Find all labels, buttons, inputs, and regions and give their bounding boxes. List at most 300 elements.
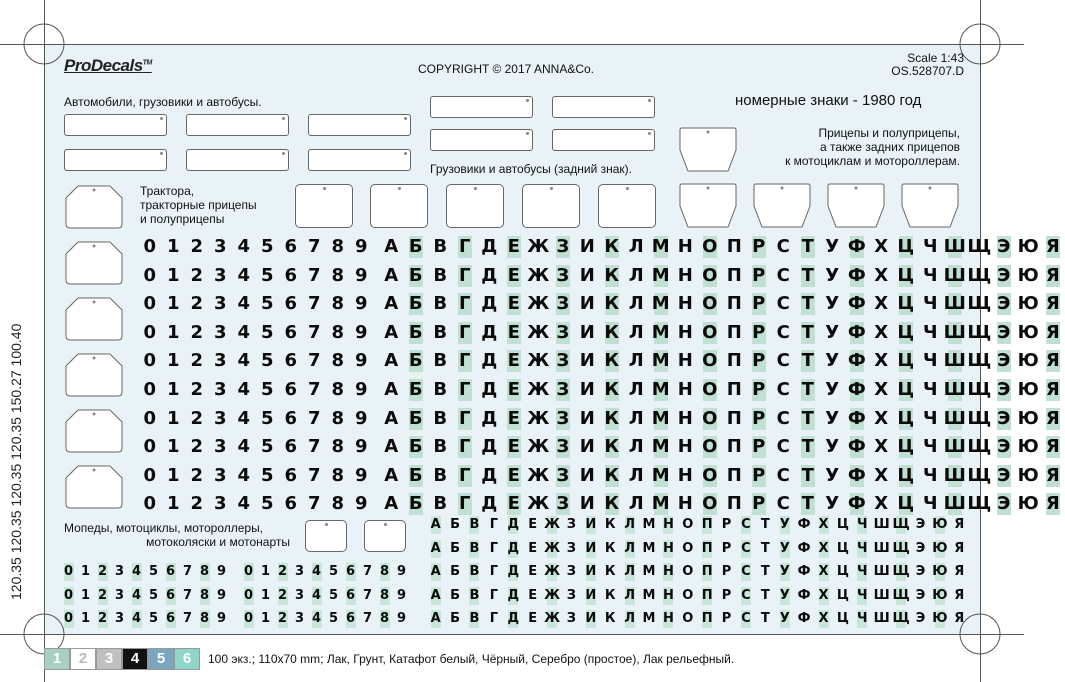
decal-glyph: Т xyxy=(796,436,821,458)
decal-glyph: Х xyxy=(874,407,889,429)
decal-glyph: 8 xyxy=(196,587,213,605)
decal-glyph: Ц xyxy=(836,587,849,603)
decal-glyph: 0 xyxy=(60,610,77,628)
decal-glyph: Т xyxy=(796,322,821,344)
decal-glyph: 0 xyxy=(143,321,157,343)
decal-glyph: 1 xyxy=(166,493,180,515)
decal-glyph: Н xyxy=(677,293,693,315)
decal-glyph: М xyxy=(642,564,656,579)
small-letter-row xyxy=(426,540,969,558)
decal-glyph: 0 xyxy=(143,350,157,372)
decal-glyph: Ж xyxy=(544,517,560,532)
glyph-row xyxy=(138,379,1065,401)
decal-glyph: С xyxy=(736,587,755,605)
decal-glyph: 2 xyxy=(190,407,204,429)
decal-glyph: Э xyxy=(992,408,1017,430)
decal-glyph: Р xyxy=(747,379,772,401)
decal-glyph: П xyxy=(726,493,742,515)
decal-glyph: 5 xyxy=(148,587,159,603)
decal-glyph: Щ xyxy=(967,321,992,343)
decal-glyph: В xyxy=(433,264,448,286)
decal-glyph: Н xyxy=(677,464,693,486)
decal-glyph: 3 xyxy=(213,264,227,286)
decal-glyph: И xyxy=(579,464,595,486)
decal-glyph: А xyxy=(384,293,399,315)
decal-glyph: Ц xyxy=(894,293,919,315)
decal-glyph: Р xyxy=(747,436,772,458)
decal-glyph: С xyxy=(736,610,755,628)
decal-glyph: Э xyxy=(915,587,926,603)
truck-plate xyxy=(552,129,655,151)
decal-glyph: Ф xyxy=(845,465,870,487)
decal-glyph: 0 xyxy=(240,610,257,628)
decal-glyph: У xyxy=(825,350,840,372)
decal-glyph: М xyxy=(649,265,674,287)
truck-rear-plate xyxy=(522,184,580,228)
decal-glyph: Э xyxy=(915,517,926,532)
decal-glyph: Э xyxy=(992,236,1017,258)
decal-glyph: 2 xyxy=(94,610,111,628)
trailers-line-3: к мотоциклам и мотороллерам. xyxy=(785,154,960,168)
decal-glyph: П xyxy=(697,563,716,581)
mopeds-label xyxy=(64,521,290,549)
decal-glyph: М xyxy=(649,322,674,344)
decal-glyph: Х xyxy=(814,563,833,581)
decal-glyph: Х xyxy=(814,540,833,558)
decal-glyph: 3 xyxy=(213,236,227,257)
decal-glyph: У xyxy=(775,587,794,605)
decal-glyph: Н xyxy=(677,236,693,257)
decal-glyph: Ч xyxy=(922,493,938,515)
decal-glyph: Ж xyxy=(527,379,550,400)
decal-glyph: 5 xyxy=(260,379,274,400)
decal-glyph: Г xyxy=(453,493,478,515)
decal-glyph: Щ xyxy=(967,293,992,315)
decal-glyph: Б xyxy=(450,564,461,579)
decal-glyph: Ф xyxy=(845,293,870,315)
decal-glyph: А xyxy=(384,264,399,286)
decal-glyph: 3 xyxy=(213,350,227,372)
decal-glyph: 9 xyxy=(354,293,368,315)
decal-glyph: Д xyxy=(481,407,498,429)
decal-glyph: 0 xyxy=(143,379,157,400)
decal-glyph: Н xyxy=(677,436,693,458)
glyph-row xyxy=(138,350,1065,372)
decal-glyph: Л xyxy=(628,407,644,429)
decal-glyph: Х xyxy=(874,264,889,286)
decal-glyph: 4 xyxy=(237,321,251,343)
decal-glyph: И xyxy=(579,236,595,257)
decal-glyph: Ф xyxy=(797,564,811,579)
color-swatch: 1 xyxy=(44,648,70,670)
decal-glyph: 1 xyxy=(166,293,180,315)
decal-glyph: Х xyxy=(814,516,833,534)
decal-glyph: Ч xyxy=(853,587,872,605)
decal-glyph: Е xyxy=(502,465,527,487)
decal-glyph: 2 xyxy=(94,563,111,581)
decal-glyph: Х xyxy=(874,379,889,400)
trailer-plate xyxy=(752,182,812,230)
decal-glyph: Б xyxy=(450,540,461,556)
decal-glyph: Р xyxy=(721,611,732,626)
decal-glyph: Р xyxy=(721,517,732,532)
decal-glyph: 6 xyxy=(342,610,359,628)
decal-glyph: 2 xyxy=(190,350,204,372)
decal-glyph: С xyxy=(776,436,790,458)
decal-glyph: Т xyxy=(760,564,770,579)
color-swatch: 6 xyxy=(174,648,200,670)
cars-label: Автомобили, грузовики и автобусы. xyxy=(64,95,262,109)
decal-glyph: 9 xyxy=(396,564,407,579)
decal-glyph: М xyxy=(649,350,674,372)
decal-glyph: 2 xyxy=(190,264,204,286)
decal-glyph: В xyxy=(465,540,484,558)
decal-glyph: Ж xyxy=(527,236,550,257)
decal-glyph: Ш xyxy=(943,407,966,429)
decal-glyph: Е xyxy=(528,611,538,626)
decal-glyph: 6 xyxy=(162,563,179,581)
decal-glyph: Э xyxy=(992,379,1017,401)
decal-glyph: 2 xyxy=(190,493,204,515)
decal-glyph: С xyxy=(776,379,790,400)
decal-glyph: Я xyxy=(1041,493,1065,515)
decal-glyph: 7 xyxy=(307,293,321,315)
decal-glyph: Ш xyxy=(943,321,966,343)
decal-glyph: 2 xyxy=(274,610,291,628)
decal-glyph: В xyxy=(465,516,484,534)
decal-glyph: Б xyxy=(404,350,429,372)
decal-glyph: 6 xyxy=(284,464,298,486)
decal-glyph: Н xyxy=(677,321,693,343)
decal-glyph: Я xyxy=(954,564,965,579)
decal-glyph: З xyxy=(566,517,577,532)
decal-glyph: З xyxy=(566,540,577,556)
decal-glyph: Л xyxy=(628,350,644,372)
decal-glyph: Д xyxy=(481,321,498,343)
decal-glyph: Л xyxy=(628,436,644,458)
decal-glyph: У xyxy=(825,321,840,343)
decal-glyph: П xyxy=(726,464,742,486)
decal-glyph: Я xyxy=(1041,350,1065,372)
decal-glyph: Х xyxy=(874,436,889,458)
decal-glyph: С xyxy=(776,236,790,257)
decal-glyph: 9 xyxy=(216,564,227,579)
decal-glyph: 8 xyxy=(196,610,213,628)
decal-glyph: 1 xyxy=(166,264,180,286)
decal-glyph: Т xyxy=(760,611,770,626)
decal-glyph: 8 xyxy=(331,436,345,458)
decal-glyph: Ш xyxy=(943,493,966,515)
decal-glyph: У xyxy=(775,610,794,628)
decal-glyph: 4 xyxy=(237,293,251,315)
decal-glyph: Ц xyxy=(836,611,849,626)
decal-glyph: 4 xyxy=(237,350,251,372)
decal-glyph: Б xyxy=(450,517,461,532)
decal-glyph: Б xyxy=(404,465,429,487)
decal-glyph: Д xyxy=(504,563,523,581)
decal-glyph: У xyxy=(825,436,840,458)
decal-glyph: 2 xyxy=(190,236,204,257)
decal-glyph: К xyxy=(604,587,616,603)
small-digit-row xyxy=(60,610,230,628)
decal-glyph: Е xyxy=(502,408,527,430)
decal-glyph: Е xyxy=(502,293,527,315)
decal-glyph: И xyxy=(581,540,600,558)
decal-glyph: Р xyxy=(747,350,772,372)
decal-glyph: Т xyxy=(796,293,821,315)
decal-glyph: Ж xyxy=(527,293,550,315)
decal-glyph: И xyxy=(579,379,595,400)
decal-glyph: Ф xyxy=(845,265,870,287)
decal-glyph: А xyxy=(426,610,445,628)
decal-glyph: 8 xyxy=(331,407,345,429)
decal-glyph: С xyxy=(776,293,790,315)
tractor-plate xyxy=(64,184,124,230)
decal-glyph: Ф xyxy=(845,322,870,344)
decal-glyph: Ц xyxy=(836,517,849,532)
decal-glyph: Ч xyxy=(922,321,938,343)
tractor-plate xyxy=(64,240,124,286)
product-code: OS.528707.D xyxy=(891,64,964,78)
decal-glyph: Ж xyxy=(527,321,550,343)
decal-glyph: У xyxy=(825,379,840,400)
decal-glyph: 0 xyxy=(143,464,157,486)
decal-glyph: З xyxy=(566,564,577,579)
decal-glyph: Ш xyxy=(943,293,966,315)
decal-glyph: И xyxy=(579,407,595,429)
decal-glyph: Н xyxy=(677,493,693,515)
decal-glyph: А xyxy=(384,464,399,486)
small-digit-row xyxy=(240,610,410,628)
decal-glyph: А xyxy=(384,407,399,429)
decal-glyph: М xyxy=(642,540,656,556)
decal-glyph: О xyxy=(698,436,723,458)
decal-glyph: И xyxy=(581,610,600,628)
decal-glyph: Н xyxy=(677,350,693,372)
decal-glyph: Ш xyxy=(943,436,966,458)
decal-glyph: З xyxy=(551,436,576,458)
decal-glyph: 7 xyxy=(362,587,373,603)
decal-glyph: Я xyxy=(1041,293,1065,315)
decal-glyph: Е xyxy=(502,265,527,287)
tractor-plate xyxy=(64,408,124,454)
color-swatch: 2 xyxy=(70,648,96,670)
decal-glyph: И xyxy=(579,264,595,286)
decal-glyph: П xyxy=(726,350,742,372)
decal-glyph: 5 xyxy=(328,587,339,603)
decal-glyph: 5 xyxy=(328,611,339,626)
decal-glyph: В xyxy=(433,236,448,257)
decal-glyph: Я xyxy=(1041,436,1065,458)
decal-glyph: К xyxy=(600,322,625,344)
decal-glyph: Ю xyxy=(930,516,949,534)
decal-glyph: С xyxy=(776,350,790,372)
decal-glyph: Д xyxy=(504,610,523,628)
decal-glyph: 0 xyxy=(143,236,157,257)
decal-glyph: Б xyxy=(450,587,461,603)
decal-glyph: Ж xyxy=(527,464,550,486)
decal-glyph: 7 xyxy=(362,564,373,579)
decal-glyph: Т xyxy=(796,379,821,401)
trailers-label xyxy=(785,126,960,168)
decal-glyph: 7 xyxy=(307,493,321,515)
decal-glyph: 1 xyxy=(80,564,91,579)
decal-glyph: 2 xyxy=(274,587,291,605)
decal-glyph: Ч xyxy=(922,464,938,486)
truck-rear-plate xyxy=(598,184,656,228)
decal-glyph: П xyxy=(726,321,742,343)
decal-glyph: Л xyxy=(628,493,644,515)
decal-glyph: Н xyxy=(659,540,678,558)
decal-glyph: З xyxy=(551,379,576,401)
decal-glyph: 9 xyxy=(354,264,368,286)
decal-glyph: 5 xyxy=(328,564,339,579)
decal-glyph: 4 xyxy=(128,563,145,581)
decal-glyph: Т xyxy=(796,465,821,487)
decal-glyph: 7 xyxy=(362,611,373,626)
decal-glyph: 2 xyxy=(190,293,204,315)
decal-glyph: Г xyxy=(453,265,478,287)
decal-glyph: Ф xyxy=(845,408,870,430)
decal-glyph: 8 xyxy=(331,493,345,515)
decal-glyph: А xyxy=(384,436,399,458)
decal-glyph: Ф xyxy=(845,236,870,258)
decal-glyph: Т xyxy=(796,236,821,258)
decal-glyph: Ю xyxy=(930,610,949,628)
decal-glyph: 0 xyxy=(60,563,77,581)
small-letter-row xyxy=(426,563,969,581)
decal-glyph: 7 xyxy=(307,350,321,372)
decal-glyph: Ч xyxy=(853,610,872,628)
decal-glyph: Т xyxy=(796,493,821,515)
glyph-row xyxy=(138,265,1065,287)
decal-glyph: Я xyxy=(954,517,965,532)
decal-glyph: 6 xyxy=(284,236,298,257)
decal-glyph: 1 xyxy=(166,379,180,400)
decal-glyph: 9 xyxy=(354,236,368,257)
decal-glyph: Я xyxy=(1041,465,1065,487)
glyph-row xyxy=(138,493,1065,515)
decal-glyph: Ж xyxy=(544,564,560,579)
footer-note: 100 экз.; 110x70 mm; Лак, Грунт, Катафот белый, Чёрный, Серебро (простое), Лак рельефный. xyxy=(208,652,735,666)
small-digit-row xyxy=(240,587,410,605)
decal-glyph: 4 xyxy=(237,436,251,458)
decal-glyph: Н xyxy=(659,563,678,581)
decal-glyph: 5 xyxy=(260,293,274,315)
decal-glyph: 4 xyxy=(237,236,251,257)
decal-glyph: Ш xyxy=(873,540,890,556)
decal-glyph: 9 xyxy=(354,493,368,515)
decal-glyph: 4 xyxy=(308,610,325,628)
decal-glyph: Ж xyxy=(527,264,550,286)
decal-glyph: Щ xyxy=(967,464,992,486)
decal-glyph: 0 xyxy=(240,563,257,581)
decal-glyph: Л xyxy=(620,587,639,605)
decal-glyph: З xyxy=(551,265,576,287)
decal-glyph: Ч xyxy=(922,436,938,458)
decal-glyph: В xyxy=(433,321,448,343)
decal-glyph: 2 xyxy=(190,464,204,486)
decal-glyph: О xyxy=(682,517,694,532)
decal-glyph: 4 xyxy=(237,407,251,429)
decal-glyph: Р xyxy=(721,587,732,603)
decal-glyph: Ц xyxy=(894,408,919,430)
decal-glyph: Н xyxy=(677,407,693,429)
decal-glyph: Ф xyxy=(797,540,811,556)
decal-glyph: 8 xyxy=(196,563,213,581)
decal-glyph: О xyxy=(698,379,723,401)
decal-glyph: 3 xyxy=(213,464,227,486)
decal-glyph: С xyxy=(776,493,790,515)
decal-glyph: Ю xyxy=(1017,379,1039,400)
decal-glyph: М xyxy=(642,611,656,626)
decal-glyph: Р xyxy=(747,293,772,315)
decal-glyph: А xyxy=(384,493,399,515)
trailer-plate xyxy=(900,182,960,230)
trailers-line-1: Прицепы и полуприцепы, xyxy=(818,126,960,140)
decal-glyph: Р xyxy=(721,564,732,579)
decal-glyph: Э xyxy=(992,465,1017,487)
decal-glyph: 9 xyxy=(354,464,368,486)
decal-glyph: Х xyxy=(874,236,889,257)
decal-glyph: 1 xyxy=(260,564,271,579)
decal-glyph: У xyxy=(825,264,840,286)
decal-glyph: О xyxy=(698,236,723,258)
decal-glyph: 3 xyxy=(213,407,227,429)
decal-glyph: Я xyxy=(954,587,965,603)
decal-glyph: М xyxy=(642,517,656,532)
decal-glyph: 1 xyxy=(80,587,91,603)
decal-glyph: В xyxy=(433,407,448,429)
decal-glyph: Ю xyxy=(1017,407,1039,429)
decal-glyph: 9 xyxy=(354,407,368,429)
decal-glyph: 2 xyxy=(190,436,204,458)
decal-glyph: Т xyxy=(760,540,770,556)
decal-glyph: 4 xyxy=(237,464,251,486)
prodecals-logo: ProDecals™ xyxy=(64,56,152,75)
decal-glyph: Ф xyxy=(845,436,870,458)
decal-glyph: 0 xyxy=(143,493,157,515)
decal-glyph: 0 xyxy=(143,293,157,315)
decal-glyph: Ч xyxy=(853,516,872,534)
decal-glyph: Г xyxy=(489,517,499,532)
decal-glyph: Ц xyxy=(894,236,919,258)
trucks-rear-label: Грузовики и автобусы (задний знак). xyxy=(430,162,632,176)
decal-glyph: Ц xyxy=(836,564,849,579)
decal-glyph: Н xyxy=(659,587,678,605)
decal-glyph: Ю xyxy=(1017,321,1039,343)
decal-glyph: Ю xyxy=(1017,436,1039,458)
decal-glyph: Ж xyxy=(544,540,560,556)
decal-glyph: З xyxy=(551,293,576,315)
decal-glyph: Д xyxy=(481,236,498,257)
decal-glyph: 8 xyxy=(376,610,393,628)
decal-glyph: Н xyxy=(659,610,678,628)
decal-glyph: Д xyxy=(504,516,523,534)
decal-glyph: Щ xyxy=(892,564,910,579)
decal-glyph: Г xyxy=(489,540,499,556)
decal-glyph: 3 xyxy=(213,436,227,458)
decal-glyph: 4 xyxy=(308,587,325,605)
moped-plate xyxy=(364,520,406,552)
decal-glyph: 6 xyxy=(284,493,298,515)
decal-glyph: 9 xyxy=(396,587,407,603)
decal-glyph: 9 xyxy=(216,587,227,603)
decal-glyph: Х xyxy=(874,464,889,486)
decal-glyph: К xyxy=(600,265,625,287)
decal-glyph: 3 xyxy=(213,493,227,515)
decal-glyph: К xyxy=(604,611,616,626)
